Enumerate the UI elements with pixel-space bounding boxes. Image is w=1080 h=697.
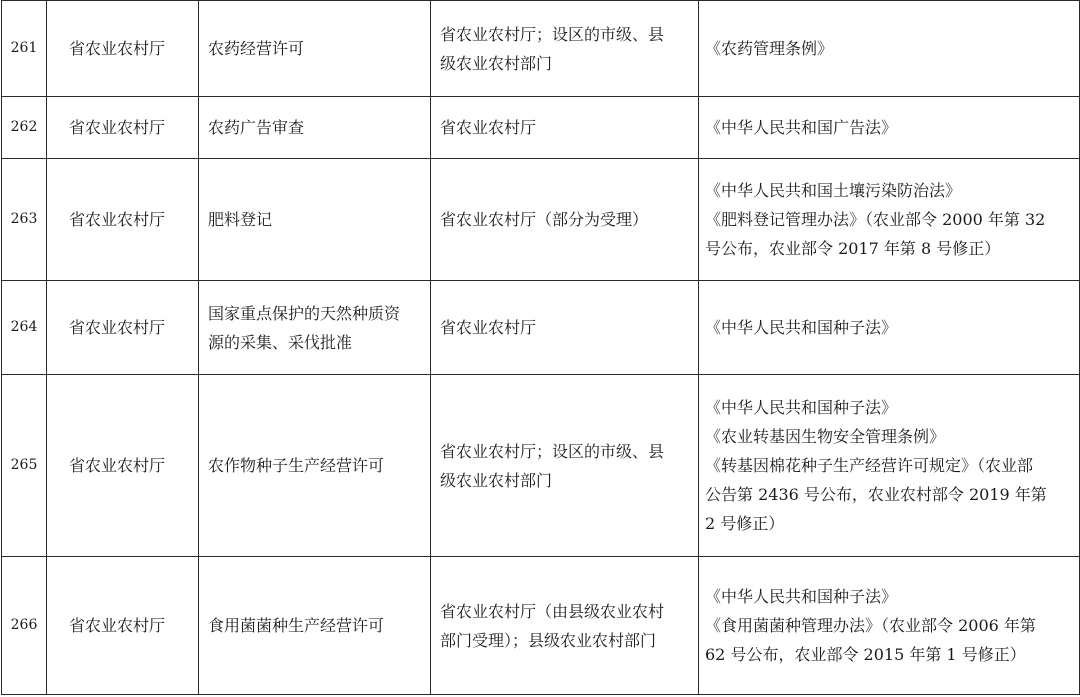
row-number (2, 159, 47, 281)
department-text: 省农业农村厅 (69, 39, 166, 58)
row-number-text: 262 (10, 119, 38, 135)
implementing-org-cell (431, 1, 699, 97)
implementing-org-cell (431, 97, 699, 159)
item-name-cell (199, 1, 431, 97)
row-number (2, 557, 47, 695)
legal-basis-line: 公告第 2436 号公布，农业农村部令 2019 年第 (705, 485, 1047, 504)
implementing-org-line: 级农业农村部门 (440, 53, 553, 73)
implementing-org-line: 省农业农村厅（由县级农业农村 (440, 601, 665, 621)
department-cell (47, 1, 199, 97)
legal-basis-line: 《中华人民共和国种子法》 (705, 398, 898, 417)
legal-basis-line: 62 号公布，农业部令 2015 年第 1 号修正） (705, 645, 1026, 664)
implementing-org-cell (431, 159, 699, 281)
department-text: 省农业农村厅 (69, 616, 166, 635)
implementing-org-line: 省农业农村厅 (440, 118, 537, 137)
row-number-text: 266 (10, 617, 38, 633)
legal-basis-line: 《转基因棉花种子生产经营许可规定》（农业部 (705, 456, 1034, 475)
implementing-org-line: 部门受理）；县级农业农村部门 (440, 630, 657, 650)
legal-basis-line: 《中华人民共和国土壤污染防治法》 (705, 181, 962, 200)
legal-basis-line: 《农药管理条例》 (705, 39, 834, 58)
implementing-org-cell (431, 557, 699, 695)
department-text: 省农业农村厅 (69, 318, 166, 337)
department-cell (47, 159, 199, 281)
implementing-org-line: 级农业农村部门 (440, 470, 553, 490)
department-cell (47, 375, 199, 557)
legal-basis-cell (699, 1, 1080, 97)
legal-basis-line: 《肥料登记管理办法》（农业部令 2000 年第 32 (705, 210, 1046, 229)
implementing-org-line: 省农业农村厅（部分为受理） (440, 210, 649, 229)
department-cell (47, 97, 199, 159)
legal-basis-line: 《中华人民共和国种子法》 (705, 318, 898, 337)
legal-basis-line: 《中华人民共和国广告法》 (705, 118, 898, 137)
legal-basis-line: 《中华人民共和国种子法》 (705, 587, 898, 606)
legal-basis-line: 2 号修正） (705, 514, 785, 533)
row-number-text: 261 (10, 40, 38, 56)
row-number-text: 263 (10, 211, 38, 227)
implementing-org-cell (431, 375, 699, 557)
implementing-org-line: 省农业农村厅 (440, 318, 537, 337)
item-name-cell (199, 97, 431, 159)
legal-basis-cell (699, 281, 1080, 375)
department-cell (47, 557, 199, 695)
implementing-org-line: 省农业农村厅；设区的市级、县 (440, 441, 665, 461)
row-number (2, 97, 47, 159)
implementing-org-line: 省农业农村厅；设区的市级、县 (440, 24, 665, 44)
item-name-cell (199, 557, 431, 695)
implementing-org-cell (431, 281, 699, 375)
table-row (2, 97, 1080, 159)
department-cell (47, 281, 199, 375)
legal-basis-cell (699, 159, 1080, 281)
item-name-line: 源的采集、采伐批准 (208, 332, 353, 352)
legal-basis-cell (699, 375, 1080, 557)
item-name-line: 农药经营许可 (208, 39, 305, 58)
table-row (2, 557, 1080, 695)
table-row (2, 375, 1080, 557)
item-name-line: 肥料登记 (208, 210, 273, 229)
legal-basis-cell (699, 97, 1080, 159)
item-name-cell (199, 281, 431, 375)
department-text: 省农业农村厅 (69, 118, 166, 137)
row-number-text: 264 (10, 319, 38, 335)
row-number (2, 281, 47, 375)
table-row (2, 1, 1080, 97)
item-name-line: 食用菌菌种生产经营许可 (208, 616, 385, 635)
row-number (2, 1, 47, 97)
permit-table (1, 0, 1080, 695)
department-text: 省农业农村厅 (69, 456, 166, 475)
legal-basis-line: 《农业转基因生物安全管理条例》 (705, 427, 946, 446)
item-name-line: 农作物种子生产经营许可 (208, 456, 385, 475)
row-number (2, 375, 47, 557)
table-row (2, 159, 1080, 281)
legal-basis-line: 号公布，农业部令 2017 年第 8 号修正） (705, 239, 1001, 258)
department-text: 省农业农村厅 (69, 210, 166, 229)
item-name-line: 国家重点保护的天然种质资 (208, 303, 401, 323)
legal-basis-cell (699, 557, 1080, 695)
item-name-line: 农药广告审查 (208, 118, 305, 137)
table-row (2, 281, 1080, 375)
legal-basis-line: 《食用菌菌种管理办法》（农业部令 2006 年第 (705, 616, 1036, 635)
row-number-text: 265 (10, 457, 38, 473)
item-name-cell (199, 375, 431, 557)
item-name-cell (199, 159, 431, 281)
